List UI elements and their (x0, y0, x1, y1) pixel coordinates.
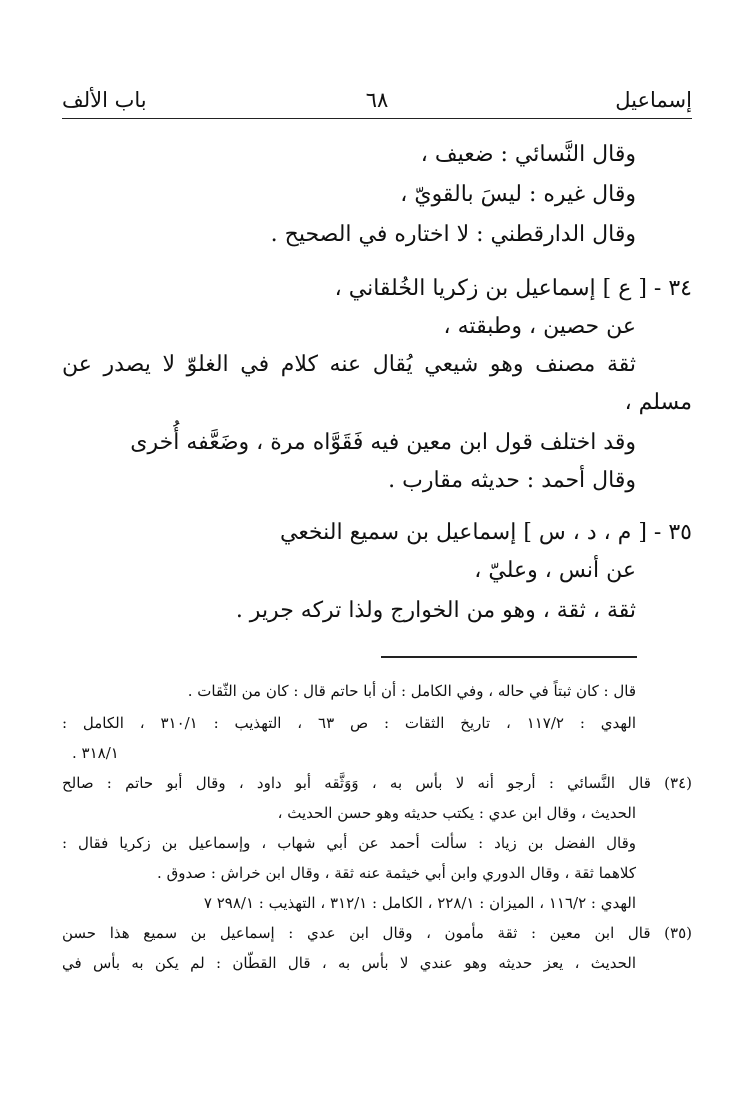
page-header (62, 88, 692, 119)
text-line: وقال النَّسائي : ضعيف ، (420, 142, 636, 167)
text-line: ثقة ، ثقة ، وهو من الخوارج ولذا تركه جرير . (235, 598, 636, 623)
text-line: وقال الدارقطني : لا اختاره في الصحيح . (270, 222, 636, 247)
footnote-line: الحديث ، وقال ابن عدي : يكتب حديثه وهو حسن الحديث ، (277, 804, 636, 822)
entry-heading-35: ٣٥ - [ م ، د ، س ] إسماعيل بن سميع النخعي (279, 520, 692, 545)
footnote-line: كلاهما ثقة ، وقال الدوري وابن أبي خيثمة عنه ثقة ، وقال ابن خراش : صدوق . (157, 864, 636, 882)
footnote-line: الهدي : ١١٧/٢ ، تاريخ الثقات : ص ٦٣ ، التهذيب : ٣١٠/١ ، الكامل : (62, 714, 636, 732)
text-line: وقال غيره : ليسَ بالقويّ ، (400, 182, 636, 207)
text-line: مسلم ، (624, 390, 692, 415)
footnote-separator (381, 656, 637, 658)
text-line: عن أنس ، وعليّ ، (474, 558, 636, 583)
text-line: ثقة مصنف وهو شيعي يُقال عنه كلام في الغلوّ لا يصدر عن (62, 352, 636, 377)
footnote-line: الحديث ، يعز حديثه وهو عندي لا بأس به ، قال القطّان : لم يكن به بأس في (62, 954, 636, 972)
footnote-line: الهدي : ١١٦/٢ ، الميزان : ٢٢٨/١ ، الكامل : ٣١٢/١ ، التهذيب : ٢٩٨/١ ٧ (203, 894, 636, 912)
entry-heading-34: ٣٤ - [ ع ] إسماعيل بن زكريا الخُلقاني ، (334, 276, 692, 301)
footnote-line: (٣٤) قال النَّسائي : أرجو أنه لا بأس به ، وَوَثَّقه أبو داود ، وقال أبو حاتم : صالح (62, 774, 692, 792)
page-number: ٦٨ (365, 88, 389, 112)
footnote-line: ٣١٨/١ . (72, 744, 119, 762)
running-title-left: باب الألف (62, 88, 147, 112)
text-line: عن حصين ، وطبقته ، (443, 314, 636, 339)
running-title-right: إسماعيل (615, 88, 692, 112)
footnote-line: (٣٥) قال ابن معين : ثقة مأمون ، وقال ابن عدي : إسماعيل بن سميع هذا حسن (62, 924, 692, 942)
text-line: وقال أحمد : حديثه مقارب . (388, 468, 636, 493)
footnote-line: وقال الفضل بن زياد : سألت أحمد عن أبي شهاب ، وإسماعيل بن زكريا فقال : (62, 834, 636, 852)
text-line: وقد اختلف قول ابن معين فيه فَقَوَّاه مرة ، وضَعَّفه أُخرى (130, 430, 636, 455)
footnote-line: قال : كان ثبتاً في حاله ، وفي الكامل : أن أبا حاتم قال : كان من الثّقات . (187, 682, 636, 700)
